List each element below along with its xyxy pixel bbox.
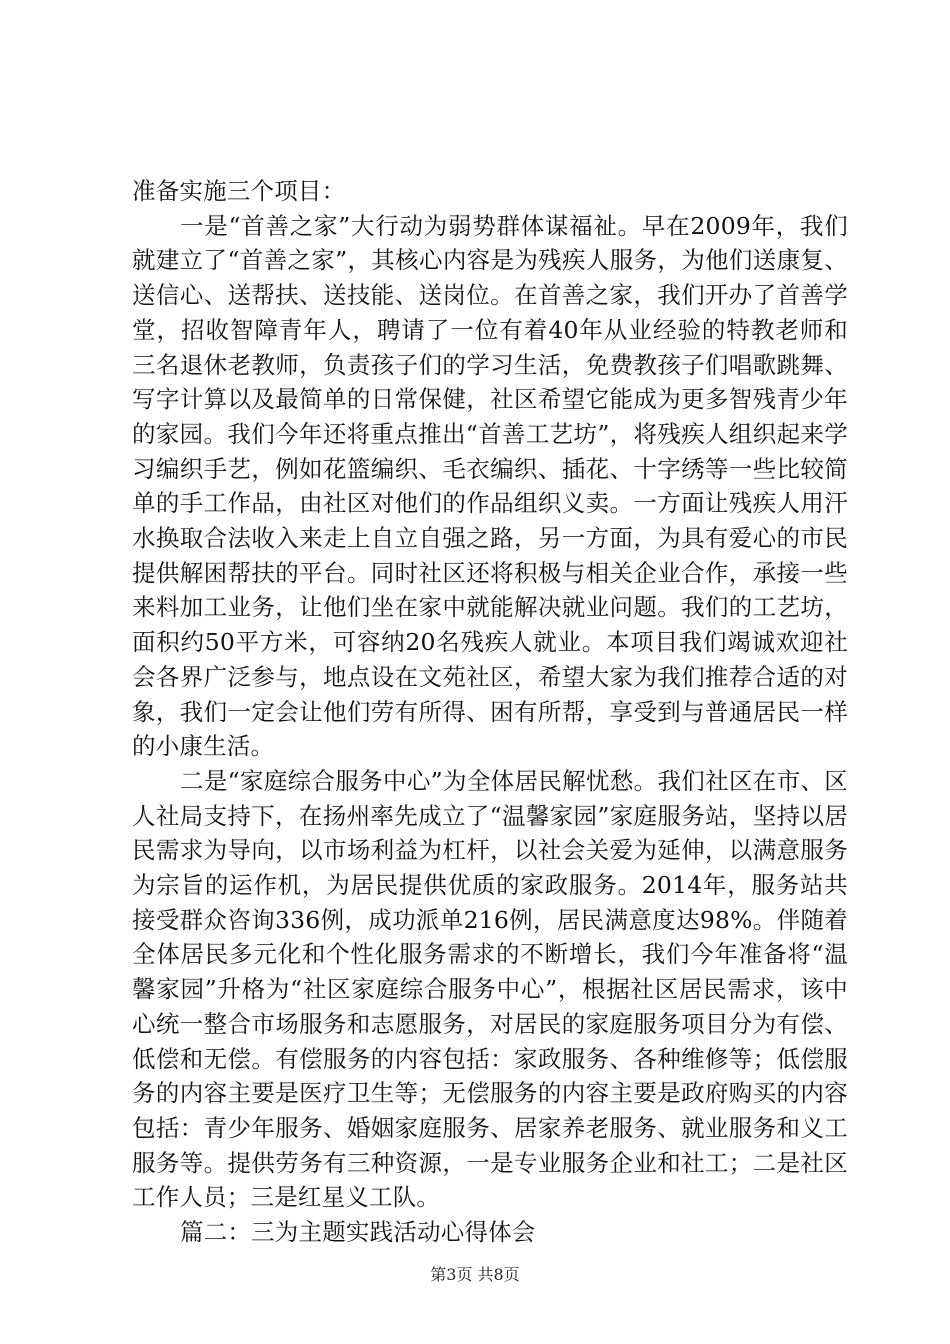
page-footer: 第3页 共8页 <box>430 1265 520 1284</box>
paragraph-project-one: 一是“首善之家”大行动为弱势群体谋福祉。早在2009年，我们就建立了“首善之家”，其核心内容是为残疾人服务，为他们送康复、送信心、送帮扶、送技能、送岗位。在首善之家，我们开办了首善学堂，招收智障青年人，聘请了一位有着40年从业经验的特教老师和三名退休老教师，负责孩子们的学习生活，免费教孩子们唱歌跳舞、写字计算以及最简单的日常保健，社区希望它能成为更多智残青少年的家园。我们今年还将重点推出“首善工艺坊”，将残疾人组织起来学习编织手艺，例如花篮编织、毛衣编织、插花、十字绣等一些比较简单的手工作品，由社区对他们的作品组织义卖。一方面让残疾人用汗水换取合法收入来走上自立自强之路，另一方面，为具有爱心的市民提供解困帮扶的平台。同时社区还将积极与相关企业合作，承接一些来料加工业务，让他们坐在家中就能解决就业问题。我们的工艺坊，面积约50平方米，可容纳20名残疾人就业。本项目我们竭诚欢迎社会各界广泛参与，地点设在文苑社区，希望大家为我们推荐合适的对象，我们一定会让他们劳有所得、困有所帮，享受到与普通居民一样的小康生活。 <box>132 211 848 761</box>
paragraph-intro: 准备实施三个项目： <box>132 177 346 205</box>
paragraph-section-heading: 篇二：三为主题实践活动心得体会 <box>180 1218 536 1247</box>
document-body <box>132 174 848 1250</box>
paragraph-project-two: 二是“家庭综合服务中心”为全体居民解忧愁。我们社区在市、区人社局支持下，在扬州率先成立了“温馨家园”家庭服务站，坚持以居民需求为导向，以市场利益为杠杆，以社会关爱为延伸，以满意服务为宗旨的运作机，为居民提供优质的家政服务。2014年，服务站共接受群众咨询336例，成功派单216例，居民满意度达98%。伴随着全体居民多元化和个性化服务需求的不断增长，我们今年准备将“温馨家园”升格为“社区家庭综合服务中心”，根据社区居民需求，该中心统一整合市场服务和志愿服务，对居民的家庭服务项目分为有偿、低偿和无偿。有偿服务的内容包括：家政服务、各种维修等；低偿服务的内容主要是医疗卫生等；无偿服务的内容主要是政府购买的内容包括：青少年服务、婚姻家庭服务、居家养老服务、就业服务和义工服务等。提供劳务有三种资源，一是专业服务企业和社工；二是社区工作人员；三是红星义工队。 <box>132 766 848 1212</box>
